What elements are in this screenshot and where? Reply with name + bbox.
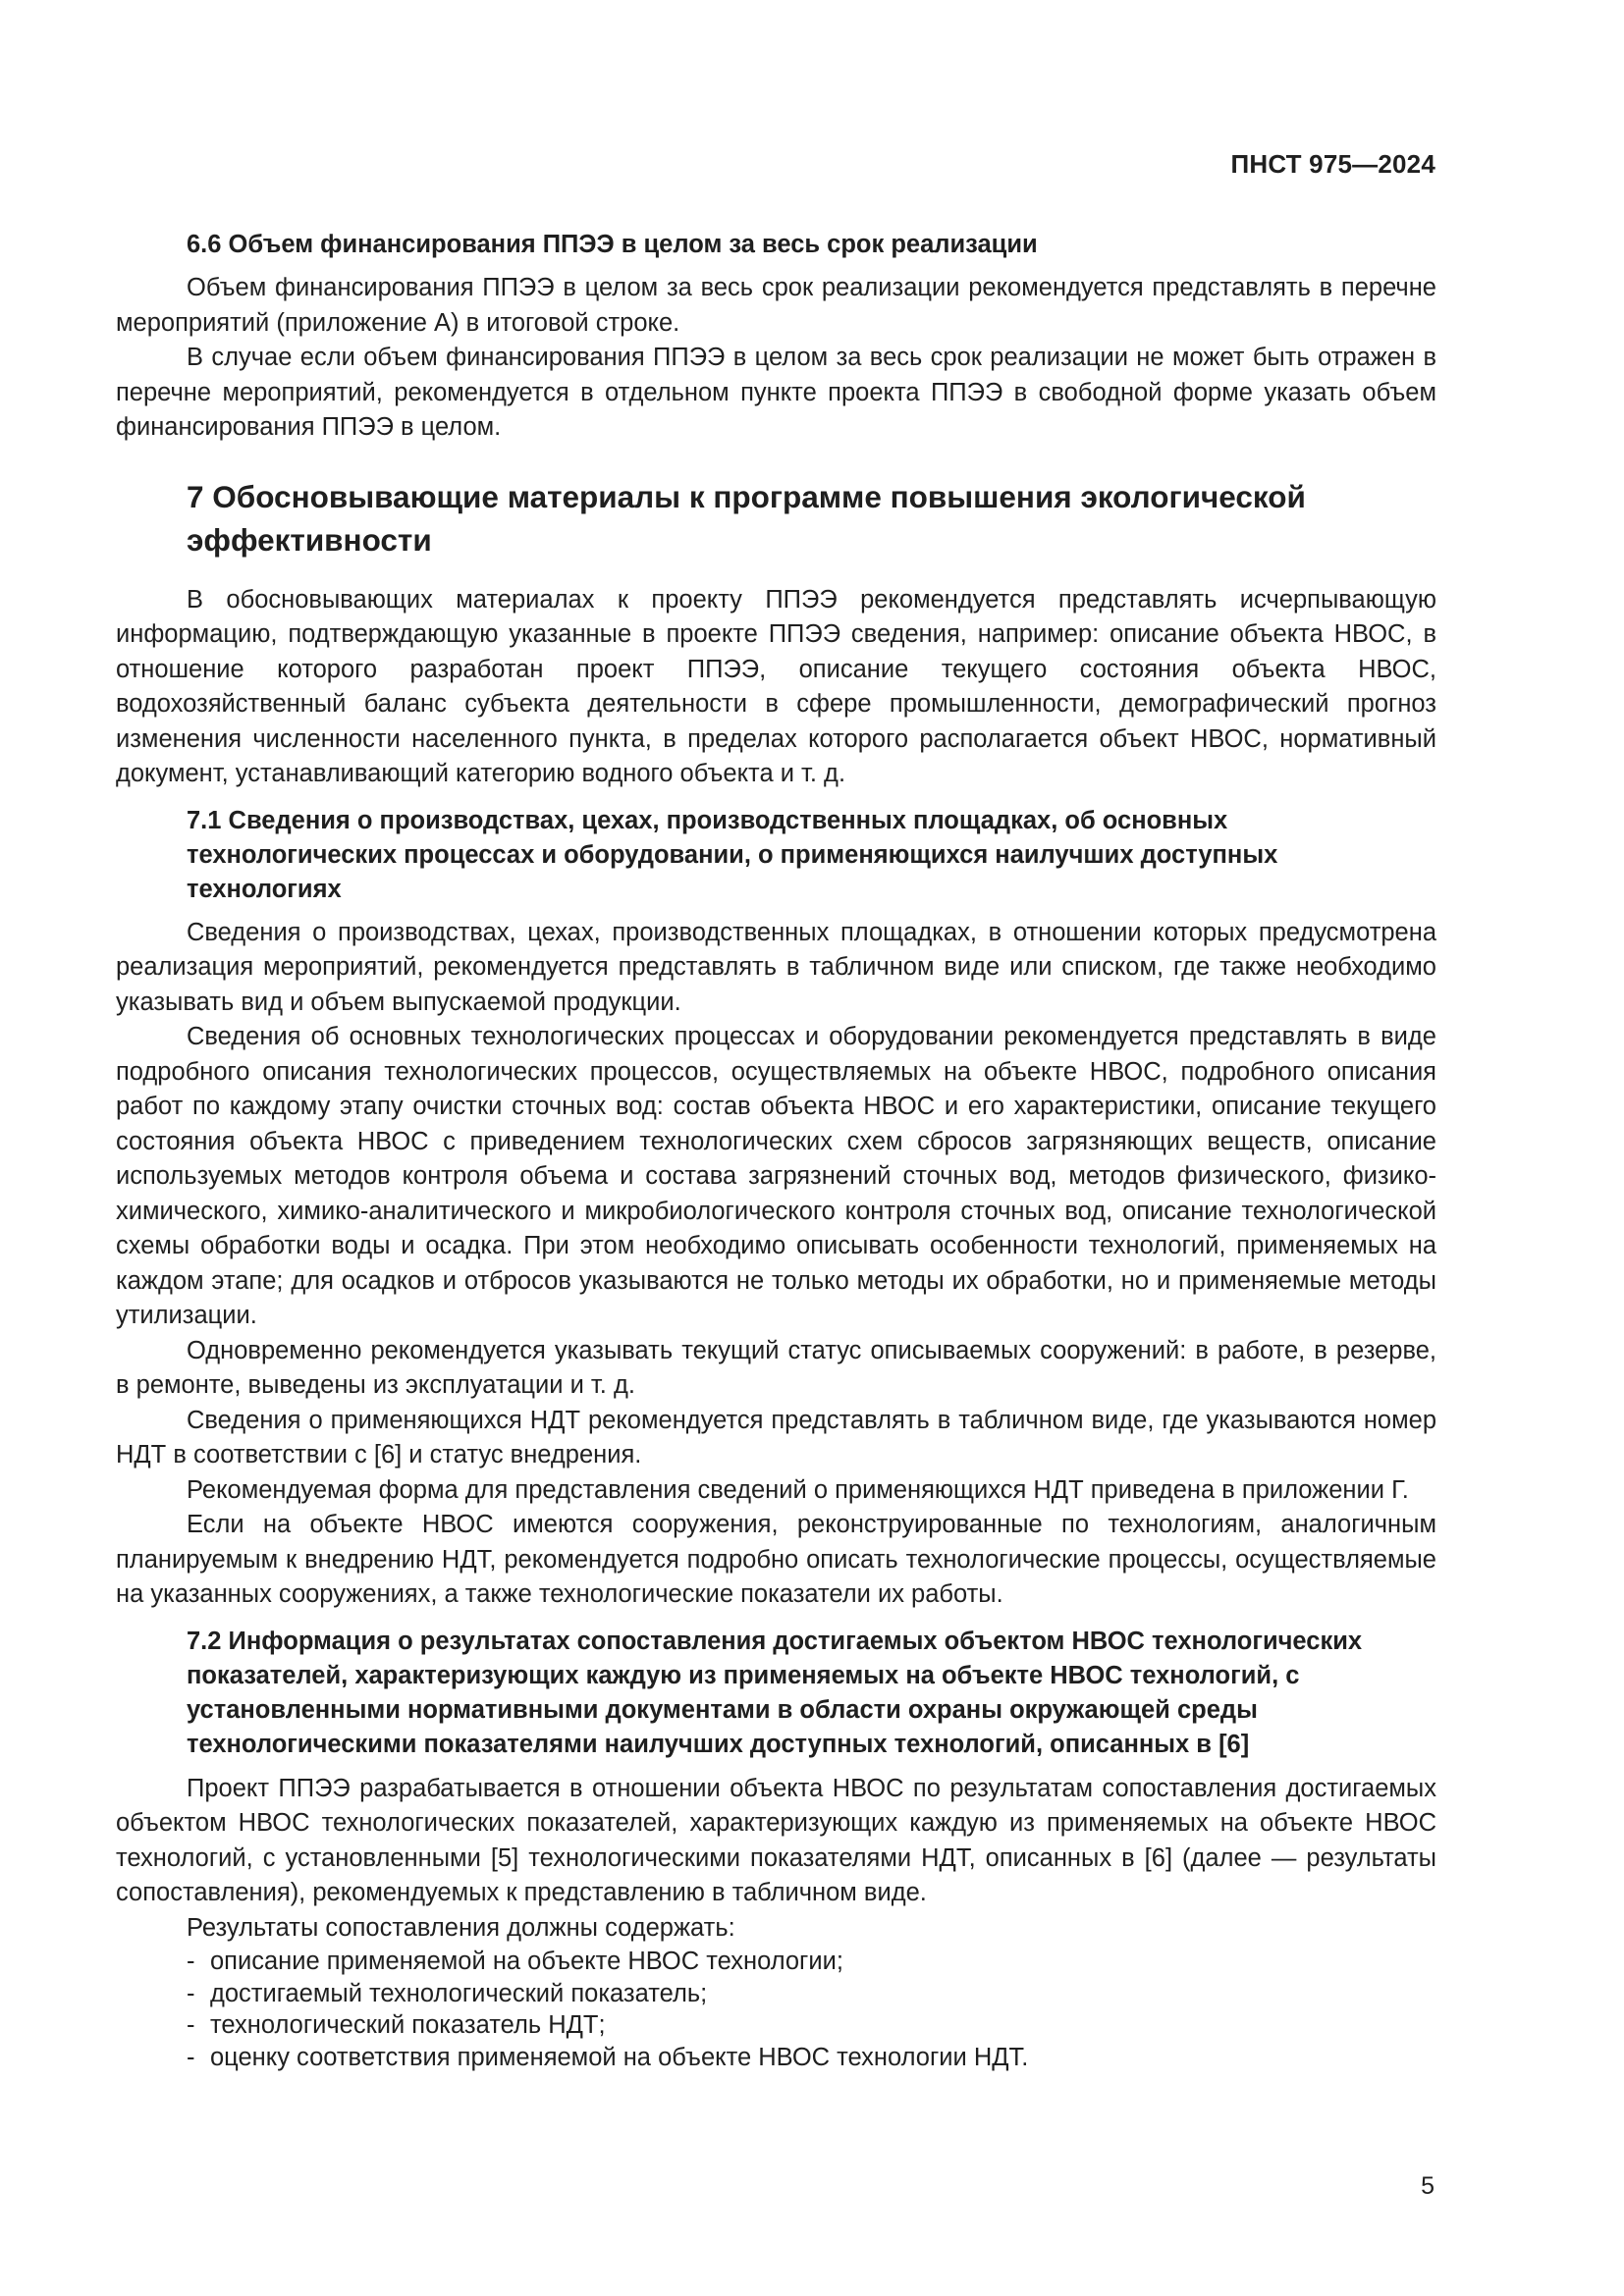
paragraph: Результаты сопоставления должны содержать:: [187, 1913, 735, 1942]
paragraph: Сведения о применяющихся НДТ рекомендуется представлять в табличном виде, где указываются номер НДТ в соответствии с [6] и статус внедрения.: [116, 1406, 1436, 1468]
section-7-2-heading: 7.2 Информация о результатах сопоставления достигаемых объектом НВОС технологических показателей, характеризующих каждую из применяемых на объекте НВОС технологий, с установленными нормативными документами в области охраны окружающей среды технологическими показателями наилучших доступных технологий, описанных в [6]: [187, 1627, 1363, 1758]
paragraph: Объем финансирования ППЭЭ в целом за весь срок реализации рекомендуется представлять в перечне мероприятий (приложение А) в итоговой строке.: [116, 274, 1436, 337]
paragraph: Сведения о производствах, цехах, производственных площадках, в отношении которых предусмотрена реализация мероприятий, рекомендуется представлять в табличном виде или списком, где также необходимо указывать вид и объем выпускаемой продукции.: [116, 918, 1436, 1016]
list-item-text: технологический показатель НДТ;: [210, 2011, 606, 2039]
results-list: [116, 1946, 1436, 2073]
paragraph: В случае если объем финансирования ППЭЭ в целом за весь срок реализации не может быть отражен в перечне мероприятий, рекомендуется в отдельном пункте проекта ППЭЭ в свободной форме указать объем финансирования ППЭЭ в целом.: [116, 344, 1436, 441]
list-item-text: достигаемый технологический показатель;: [210, 1979, 708, 2007]
section-7-heading: 7 Обосновывающие материалы к программе повышения экологической эффективности: [187, 478, 1306, 558]
paragraph: В обосновывающих материалах к проекту ППЭЭ рекомендуется представлять исчерпывающую информацию, подтверждающую указанные в проекте ППЭЭ сведения, например: описание объекта НВОС, в отношение которого разработан проект ППЭЭ, описание текущего состояния объекта НВОС, водохозяйственный баланс субъекта деятельности в сфере промышленности, демографический прогноз изменения численности населенного пункта, в пределах которого располагается объект НВОС, нормативный документ, устанавливающий категорию водного объекта и т. д.: [116, 585, 1436, 787]
list-item: - описание применяемой на объекте НВОС технологии;: [187, 1948, 843, 1975]
paragraph: Сведения об основных технологических процессах и оборудовании рекомендуется представлять в виде подробного описания технологических процессов, осуществляемых на объекте НВОС, подробного описания работ по каждому этапу очистки сточных вод: состав объекта НВОС и его характеристики, описание текущего состояния объекта НВОС с приведением технологических схем сбросов загрязняющих веществ, описание используемых методов контроля объема и состава загрязнений сточных вод, методов физического, физико-химического, химико-аналитического и микробиологического контроля сточных вод, описание технологической схемы обработки воды и осадка. При этом необходимо описывать особенности технологий, применяемых на каждом этапе; для осадков и отбросов указываются не только методы их обработки, но и применяемые методы утилизации.: [116, 1023, 1436, 1329]
section-6-6-heading: 6.6 Объем финансирования ППЭЭ в целом за весь срок реализации: [187, 231, 1038, 258]
page-number: 5: [1421, 2172, 1435, 2200]
list-item: - достигаемый технологический показатель;: [187, 1979, 708, 2007]
list-item: - технологический показатель НДТ;: [187, 2011, 606, 2039]
list-item-text: оценку соответствия применяемой на объекте НВОС технологии НДТ.: [210, 2043, 1029, 2071]
paragraph: Если на объекте НВОС имеются сооружения, реконструированные по технологиям, аналогичным планируемым к внедрению НДТ, рекомендуется подробно описать технологические процессы, осуществляемые на указанных сооружениях, а также технологические показатели их работы.: [116, 1511, 1436, 1608]
document-code: ПНСТ 975—2024: [1230, 149, 1435, 179]
list-item-text: описание применяемой на объекте НВОС технологии;: [210, 1948, 843, 1975]
paragraph: Одновременно рекомендуется указывать текущий статус описываемых сооружений: в работе, в резерве, в ремонте, выведены из эксплуатации и т. д.: [116, 1336, 1436, 1399]
list-item: - оценку соответствия применяемой на объекте НВОС технологии НДТ.: [187, 2043, 1029, 2071]
paragraph: Рекомендуемая форма для представления сведений о применяющихся НДТ приведена в приложении Г.: [187, 1475, 1409, 1504]
paragraph: Проект ППЭЭ разрабатывается в отношении объекта НВОС по результатам сопоставления достигаемых объектом НВОС технологических показателей, характеризующих каждую из применяемых на объекте НВОС технологий, с установленными [5] технологическими показателями НДТ, описанных в [6] (далее — результаты сопоставления), рекомендуемых к представлению в табличном виде.: [116, 1774, 1436, 1906]
page-content: [116, 228, 1436, 2073]
section-7-1-heading: 7.1 Сведения о производствах, цехах, производственных площадках, об основных технологических процессах и оборудовании, о применяющихся наилучших доступных технологиях: [187, 806, 1278, 903]
